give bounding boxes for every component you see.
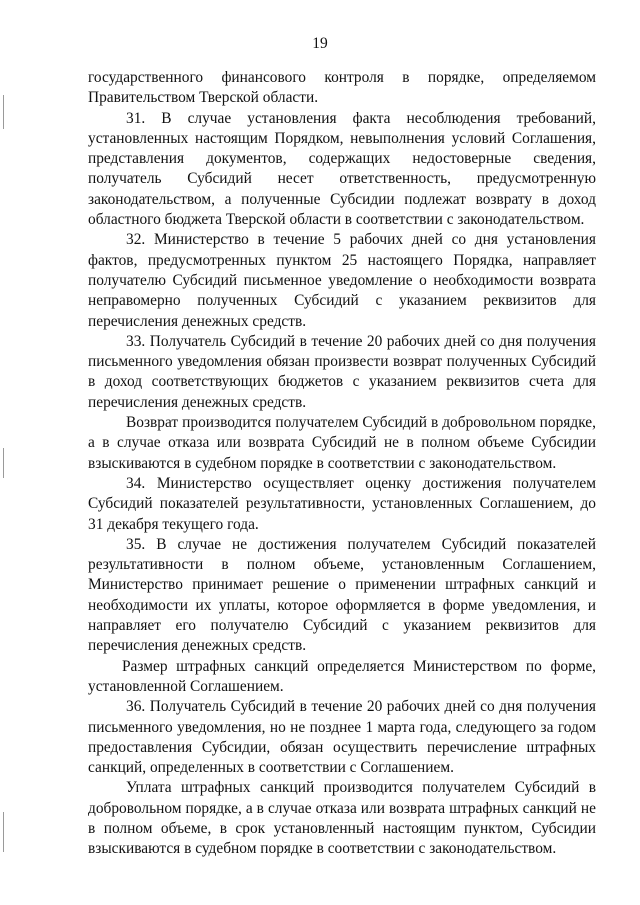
paragraph-item-35: 35. В случае не достижения получателем Субсидий показателей результативности в полном объеме, установленным Соглашением, Министерство принимает решение о применении штрафных санкций и необходимости их уплаты, которое оформляется в форме уведомления, и направляет его получателю Субсидий с указанием реквизитов для перечисления денежных средств. [88,535,596,655]
paragraph-refund-order: Возврат производится получателем Субсидий в добровольном порядке, а в случае отказа или возврата Субсидий не в полном объеме Субсидии взыскиваются в судебном порядке в соответствии с законодательством. [88,414,596,472]
page-number: 19 [312,35,328,52]
paragraph-item-32: 32. Министерство в течение 5 рабочих дней со дня установления фактов, предусмотренных пунктом 25 настоящего Порядка, направляет получателю Субсидий письменное уведомление о необходимости возврата неправомерно полученных Субсидий с указанием реквизитов для перечисления денежных средств. [88,231,596,330]
paragraph-penalty-amount: Размер штрафных санкций определяется Министерством по форме, установленной Соглашением. [88,657,596,695]
paragraph-item-34: 34. Министерство осуществляет оценку достижения получателем Субсидий показателей результативности, установленных Соглашением, до 31 декабря текущего года. [88,474,596,533]
scan-edge-mark [3,95,4,129]
document-body [88,68,596,860]
scan-edge-mark [3,448,4,478]
paragraph-item-33: 33. Получатель Субсидий в течение 20 рабочих дней со дня получения письменного уведомления обязан произвести возврат полученных Субсидий в доход соответствующих бюджетов с указанием реквизитов счета для перечисления денежных средств. [88,332,596,411]
paragraph-item-36: 36. Получатель Субсидий в течение 20 рабочих дней со дня получения письменного уведомления, но не позднее 1 марта года, следующего за годом предоставления Субсидии, обязан осуществить перечисление штрафных санкций, определенных в соответствии с Соглашением. [88,698,596,777]
paragraph-continuation: государственного финансового контроля в порядке, определяемом Правительством Тверской области. [88,69,596,107]
paragraph-penalty-payment: Уплата штрафных санкций производится получателем Субсидий в добровольном порядке, а в случае отказа или возврата штрафных санкций не в полном объеме, в срок установленный настоящим пунктом, Субсидии взыскиваются в судебном порядке в соответствии с законодательством. [88,779,596,858]
paragraph-item-31: 31. В случае установления факта несоблюдения требований, установленных настоящим Порядком, невыполнения условий Соглашения, представления документов, содержащих недостоверные сведения, получатель Субсидий несет ответственность, предусмотренную законодательством, а полученные Субсидии подлежат возврату в доход областного бюджета Тверской области в соответствии с законодательством. [88,109,596,229]
scan-edge-mark [3,812,4,852]
